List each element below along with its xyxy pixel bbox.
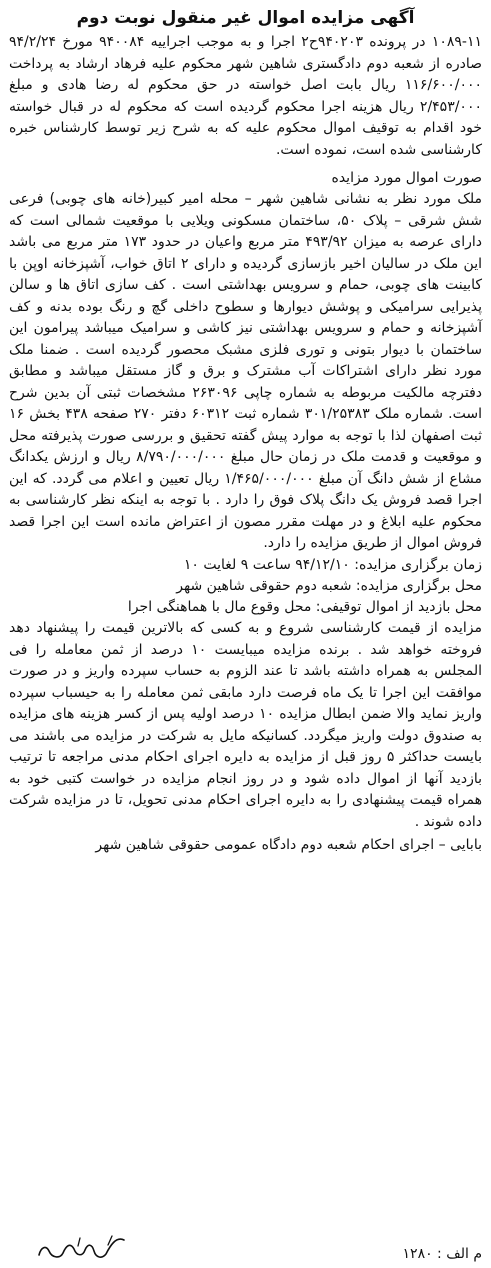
handwritten-signature: [36, 1232, 132, 1262]
auction-time: زمان برگزاری مزایده: ۹۴/۱۲/۱۰ ساعت ۹ لغایت ۱۰: [183, 556, 482, 573]
notice-intro: ۱۰۸۹-۱۱ در پرونده ۹۴۰۲۰۳ح۲ اجرا و به موجب اجراییه ۹۴۰۰۸۴ مورخ ۹۴/۲/۲۴ صادره از شعبه دوم دادگستری شاهین شهر محکوم علیه فرهاد ارشاد به پرداخت ۱۱۶/۶۰۰/۰۰۰ ریال بابت اصل خواسته در حق محکوم له رضا هادی و مبلغ ۲/۴۵۳/۰۰۰ ریال هزینه اجرا محکوم گردیده است که محکوم له در قبال خواسته خود اقدام به توقیف اموال محکوم علیه که به شرح زیر توسط کارشناس خبره کارشناسی شده است، نموده است.: [9, 34, 482, 158]
auction-place: محل برگزاری مزایده: شعبه دوم حقوقی شاهین شهر: [176, 577, 482, 594]
property-description: ملک مورد نظر به نشانی شاهین شهر – محله امیر کبیر(خانه های چوبی) فرعی شش شرقی – پلاک ۵۰، ساختمان مسکونی ویلایی با موقعیت شمالی است که دارای عرصه به میزان ۴۹۳/۹۲ متر مربع واعیان در حدود ۱۷۳ متر مربع می باشد این ملک در سالیان اخیر بازسازی گردیده و دارای ۲ اتاق خواب، آشپزخانه اوپن با کابینت های چوبی، حمام و سرویس بهداشتی است . کف سازی اتاق ها و سالن پذیرایی سرامیکی و پوشش دیوارها و سطوح داخلی گچ و رنگ بوده بدنه و کف آشپزخانه و حمام و سرویس بهداشتی نیز کاشی و سرامیک میباشد پیرامون این ساختمان با دیوار بتونی و توری فلزی مشبک محصور گردیده است . ضمنا ملک مورد نظر دارای اشتراکات آب مشترک و برق و گاز مستقل میباشد و مطابق دفترچه مالکیت مربوطه به شماره چاپی ۲۶۳۰۹۶ مشخصات ثبتی آن بدین شرح است. شماره ملک ۳۰۱/۲۵۳۸۳ شماره ثبت ۶۰۳۱۲ دفتر ۲۷۰ صفحه ۴۳۸ بخش ۱۶ ثبت اصفهان لذا با توجه به موارد پیش گفته تحقیق و بررسی صورت پذیرفته محل و موقعیت و قدمت ملک در زمان حال مبلغ ۸/۷۹۰/۰۰۰/۰۰۰ ریال و ارزش یکدانگ مشاع از شش دانگ آن مبلغ ۱/۴۶۵/۰۰۰/۰۰۰ ریال تعیین و اعلام می گردد. که این اجرا قصد فروش یک دانگ پلاک فوق را دارد . با توجه به اینکه نظر کارشناسی به محکوم علیه ابلاغ و در مهلت مقرر مصون از اعتراض مانده است این اجرا قصد فروش اموال از طریق مزایده را دارد.: [9, 191, 483, 551]
visit-place: محل بازدید از اموال توقیفی: محل وقوع مال با هماهنگی اجرا: [127, 598, 482, 615]
property-list-heading: صورت اموال مورد مزایده: [331, 170, 482, 186]
notice-title: آگهی مزایده اموال غیر منقول نوبت دوم: [76, 8, 415, 28]
issuer-signoff: بابایی – اجرای احکام شعبه دوم دادگاه عمومی حقوقی شاهین شهر: [95, 837, 482, 853]
document-code: م الف : ۱۲۸۰: [402, 1246, 482, 1262]
auction-conditions: مزایده از قیمت کارشناسی شروع و به کسی که بالاترین قیمت را پیشنهاد دهد فروخته خواهد شد . برنده مزایده میبایست ۱۰ درصد از ثمن معامله را فی المجلس به همراه داشته باشد تا عند الزوم به حساب سپرده واریز و در صورت موافقت این اجرا تا یک ماه فرصت دارد مابقی ثمن معامله را به حیسباب سپرده واریز نماید والا ضمن ابطال مزایده ۱۰ درصد اولیه پس از کسر هزینه های مزایده به صندوق دولت واریز میگردد. کسانیکه مایل به شرکت در مزایده می باشند می بایست حداکثر ۵ روز قبل از مزایده به دایره اجرای احکام مدنی مراجعه تا ترتیب بازدید آنها از اموال داده شود و در روز انجام مزایده در خواست کتبی خود به همراه قیمت پیشنهادی را به دایره اجرای احکام مدنی تحویل، تا در مزایده شرکت داده شوند .: [9, 620, 482, 830]
